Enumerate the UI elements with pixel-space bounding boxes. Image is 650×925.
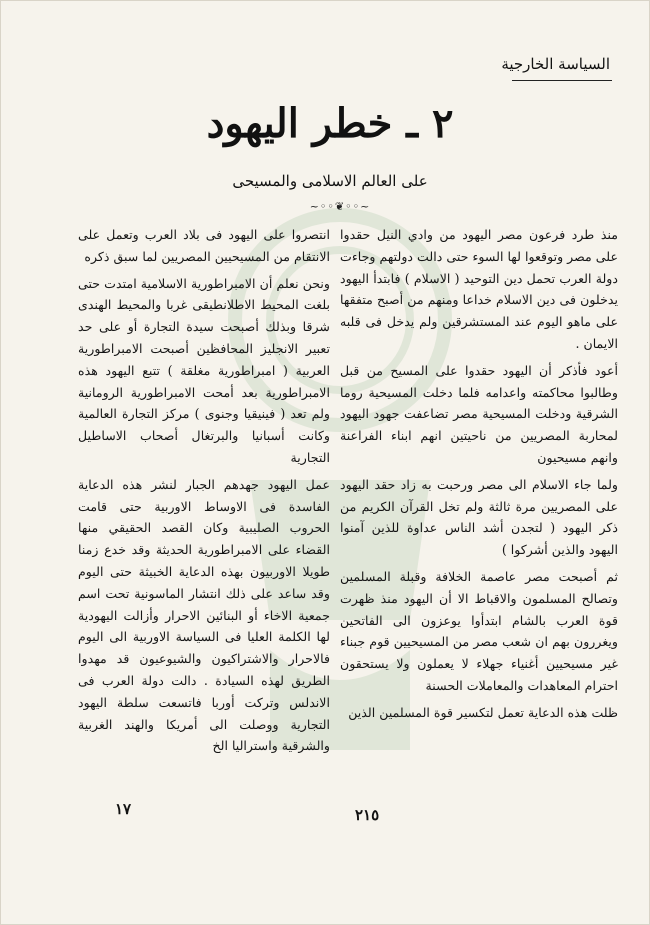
article-subtitle: على العالم الاسلامى والمسيحى [232, 172, 428, 190]
paragraph: ونحن نعلم أن الامبراطورية الاسلامية امتدت حتى بلغت المحيط الاطلانطيقى غربا والمحيط الهندى شرقا وبذلك أصبحت سيدة التجارة أو على حد تعبير الانجليز المحافظين أصبحت الامبراطورية العربية ( امبراطورية مغلقة ) تتبع اليهود هذه الامبراطورية بعد أمحت الامبراطورية الرومانية ولم تعد ( فينيقيا وجنوى ) مركز التجارة العالمية وكانت أسبانيا والبرتغال أصحاب الاساطيل التجارية [78, 275, 330, 465]
paragraph: أعود فأذكر أن اليهود حقدوا على المسيح من قبل وطالبوا محاكمته واعدامه فلما دخلت المسيحية روما الشرقية ودخلت المسيحية مصر تضاعفت جهود اليهود لمحاربة المصريين من ناحيتين انهم ابناء الفراعنة وانهم مسيحيون [340, 362, 618, 465]
paragraph: ولما جاء الاسلام الى مصر ورحبت به زاد حقد اليهود على المصريين مرة ثالثة ولم تخل القرآن الكريم من ذكر اليهود ( لتجدن أشد الناس عداوة للذين آمنوا اليهود والذين أشركوا ) [340, 476, 618, 558]
paragraph: عمل اليهود جهدهم الجبار لنشر هذه الدعاية الفاسدة فى الاوساط الاوربية حتى قامت الحروب الصليبية وكان القصد الحقيقي منها القضاء على الامبراطورية الحديثة وقد خدع زمنا طويلا الاوربيون بهذه الدعاية الخبيثة حتى اليوم وقد ساعد على ذلك انتشار الماسونية تحت اسم جمعية الاخاء أو البنائين الاحرار وأزالت اليهودية لها الكلمة العليا فى السياسة الاوربية الى اليوم فالاحرار والاشتراكيون والشيوعيون قد مهدوا الطريق لهذه السيادة . دالت دولة العرب فى الاندلس وتركت أوربا فاتسعت سلطة اليهود التجارية ووصلت الى أمريكا والهند الغربية والشرقية واستراليا الخ [78, 476, 330, 754]
paragraph: ظلت هذه الدعاية تعمل لتكسير قوة المسلمين الذين [348, 704, 618, 720]
right-text-column [340, 224, 618, 729]
page-number-right: ٢١٥ [355, 806, 380, 824]
article-title: ٢ ـ خطر اليهود [206, 100, 454, 147]
paragraph: انتصروا على اليهود فى بلاد العرب وتعمل على الانتقام من المسيحيين المصريين لما سبق ذكره [78, 227, 330, 264]
title-ornament: ~◦◦❦◦◦~ [309, 200, 371, 213]
paragraph: منذ طرد فرعون مصر اليهود من وادي النيل حقدوا على مصر وتوقعوا لها السوء حتى دالت دولتهم وجاءت دولة العرب تحمل دين التوحيد ( الاسلام ) فابتدأ اليهود يدخلون فى دين الاسلام خداعا ومنهم من أصبح متفقها على ماهو اليوم عند المستشرقين ولم يدخل فى قلبه الايمان . [340, 227, 618, 351]
left-text-column [78, 224, 330, 762]
paragraph: ثم أصبحت مصر عاصمة الخلافة وقبلة المسلمين وتصالح المسلمون والاقباط الا أن اليهود منذ ظهرت قوة العرب بالشام ابتدأوا يوعزون الى الفاتحين ويغررون بهم ان شعب مصر من المسيحيين قوم جبناء غير مسيحيين أغنياء جهلاء لا يعملون ولا يستحقون احترام المعاهدات والمعاملات الحسنة [340, 568, 618, 693]
section-label: السياسة الخارجية [501, 55, 610, 73]
page-number-left: ١٧ [115, 800, 132, 818]
section-underline [512, 80, 612, 81]
